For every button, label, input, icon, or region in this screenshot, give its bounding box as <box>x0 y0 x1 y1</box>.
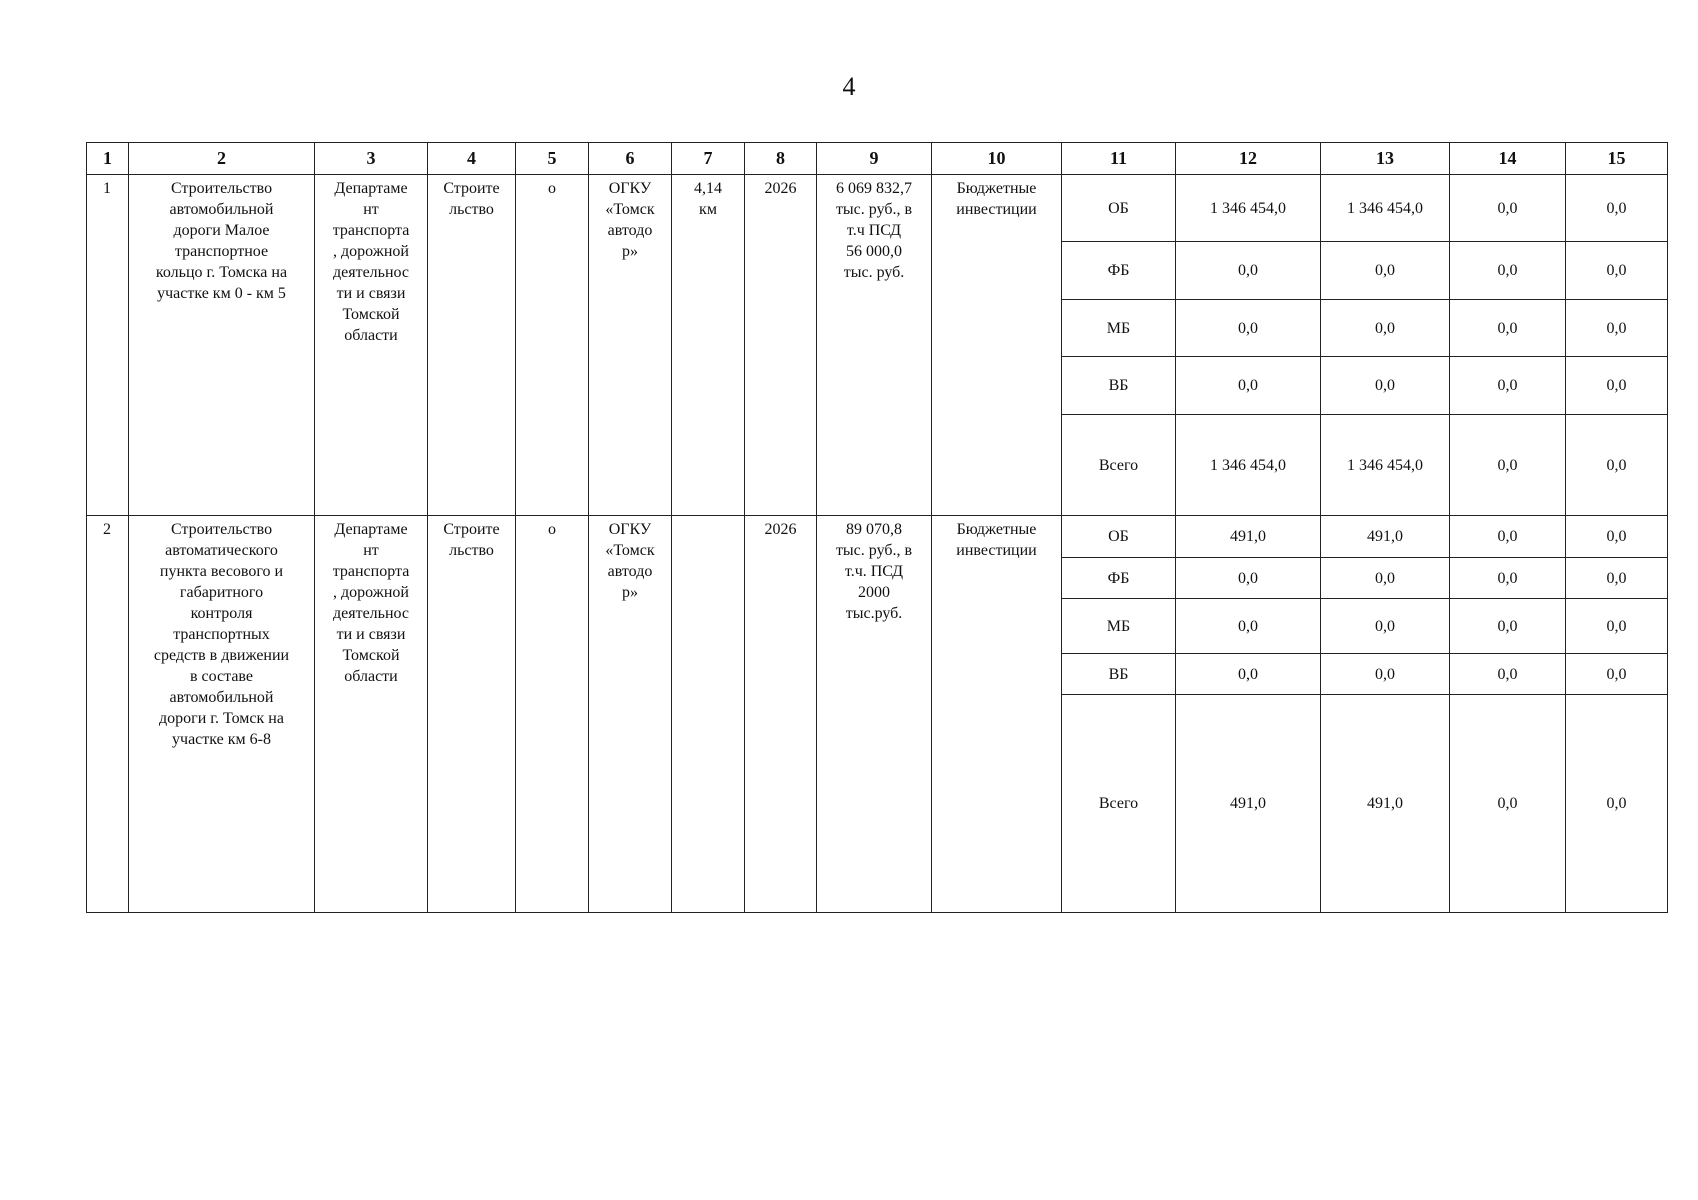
funding-value-cell: 0,0 <box>1176 242 1321 300</box>
funding-value-cell: 0,0 <box>1321 300 1450 357</box>
funding-value-cell: 0,0 <box>1321 558 1450 599</box>
funding-source-cell: МБ <box>1062 300 1176 357</box>
funding-value-cell: 0,0 <box>1321 599 1450 654</box>
funding-value-cell: 1 346 454,0 <box>1321 175 1450 242</box>
department-cell: Департаме нт транспорта , дорожной деятельнос ти и связи Томской области <box>315 516 428 913</box>
col-header-14: 14 <box>1450 143 1566 175</box>
table-row <box>87 516 1668 558</box>
funding-value-cell: 0,0 <box>1566 558 1668 599</box>
col-header-9: 9 <box>817 143 932 175</box>
funding-value-cell: 0,0 <box>1450 695 1566 913</box>
funding-value-cell: 0,0 <box>1321 654 1450 695</box>
funding-value-cell: 0,0 <box>1176 300 1321 357</box>
column-5-cell: о <box>516 175 589 516</box>
funding-value-cell: 491,0 <box>1176 695 1321 913</box>
funding-value-cell: 0,0 <box>1450 242 1566 300</box>
funding-value-cell: 491,0 <box>1321 695 1450 913</box>
col-header-15: 15 <box>1566 143 1668 175</box>
col-header-4: 4 <box>428 143 516 175</box>
year-cell: 2026 <box>745 516 817 913</box>
object-name-cell: Строительство автоматического пункта весового и габаритного контроля транспортных средств в движении в составе автомобильной дороги г. Томск на участке км 6-8 <box>129 516 315 913</box>
col-header-6: 6 <box>589 143 672 175</box>
funding-value-cell: 0,0 <box>1450 357 1566 415</box>
funding-value-cell: 491,0 <box>1321 516 1450 558</box>
funding-value-cell: 0,0 <box>1566 516 1668 558</box>
funding-source-cell: ОБ <box>1062 516 1176 558</box>
customer-cell: ОГКУ «Томск автодо р» <box>589 516 672 913</box>
funding-value-cell: 0,0 <box>1566 357 1668 415</box>
customer-cell: ОГКУ «Томск автодо р» <box>589 175 672 516</box>
funding-value-cell: 1 346 454,0 <box>1176 415 1321 516</box>
funding-value-cell: 0,0 <box>1176 654 1321 695</box>
funding-value-cell: 0,0 <box>1566 300 1668 357</box>
col-header-10: 10 <box>932 143 1062 175</box>
funding-value-cell: 0,0 <box>1566 242 1668 300</box>
year-cell: 2026 <box>745 175 817 516</box>
funding-value-cell: 0,0 <box>1176 558 1321 599</box>
col-header-12: 12 <box>1176 143 1321 175</box>
header-row <box>87 143 1668 175</box>
investment-form-cell: Бюджетные инвестиции <box>932 175 1062 516</box>
capacity-cell: 4,14 км <box>672 175 745 516</box>
work-type-cell: Строите льство <box>428 175 516 516</box>
funding-value-cell: 0,0 <box>1176 357 1321 415</box>
col-header-8: 8 <box>745 143 817 175</box>
investment-form-cell: Бюджетные инвестиции <box>932 516 1062 913</box>
page-number: 4 <box>842 72 856 101</box>
funding-value-cell: 0,0 <box>1566 415 1668 516</box>
funding-source-cell: ВБ <box>1062 654 1176 695</box>
funding-value-cell: 0,0 <box>1450 175 1566 242</box>
funding-source-cell: МБ <box>1062 599 1176 654</box>
col-header-7: 7 <box>672 143 745 175</box>
funding-value-cell: 491,0 <box>1176 516 1321 558</box>
object-name-cell: Строительство автомобильной дороги Малое транспортное кольцо г. Томска на участке км 0 - км 5 <box>129 175 315 516</box>
funding-source-cell: ФБ <box>1062 558 1176 599</box>
funding-source-cell: ФБ <box>1062 242 1176 300</box>
funding-value-cell: 0,0 <box>1321 357 1450 415</box>
funding-source-cell: ВБ <box>1062 357 1176 415</box>
column-5-cell: о <box>516 516 589 913</box>
funding-value-cell: 0,0 <box>1566 599 1668 654</box>
funding-value-cell: 0,0 <box>1450 516 1566 558</box>
row-number-cell: 1 <box>87 175 129 516</box>
col-header-13: 13 <box>1321 143 1450 175</box>
funding-value-cell: 0,0 <box>1450 654 1566 695</box>
funding-value-cell: 0,0 <box>1450 599 1566 654</box>
funding-value-cell: 1 346 454,0 <box>1321 415 1450 516</box>
work-type-cell: Строите льство <box>428 516 516 913</box>
col-header-5: 5 <box>516 143 589 175</box>
col-header-2: 2 <box>129 143 315 175</box>
col-header-11: 11 <box>1062 143 1176 175</box>
funding-value-cell: 0,0 <box>1566 695 1668 913</box>
funding-value-cell: 0,0 <box>1450 558 1566 599</box>
funding-source-cell: Всего <box>1062 695 1176 913</box>
funding-value-cell: 1 346 454,0 <box>1176 175 1321 242</box>
row-number-cell: 2 <box>87 516 129 913</box>
funding-value-cell: 0,0 <box>1450 415 1566 516</box>
investment-table <box>86 142 1668 913</box>
estimated-cost-cell: 6 069 832,7 тыс. руб., в т.ч ПСД 56 000,0 тыс. руб. <box>817 175 932 516</box>
col-header-1: 1 <box>87 143 129 175</box>
funding-value-cell: 0,0 <box>1450 300 1566 357</box>
funding-value-cell: 0,0 <box>1566 654 1668 695</box>
funding-value-cell: 0,0 <box>1321 242 1450 300</box>
capacity-cell <box>672 516 745 913</box>
department-cell: Департаме нт транспорта , дорожной деятельнос ти и связи Томской области <box>315 175 428 516</box>
funding-value-cell: 0,0 <box>1176 599 1321 654</box>
funding-source-cell: ОБ <box>1062 175 1176 242</box>
estimated-cost-cell: 89 070,8 тыс. руб., в т.ч. ПСД 2000 тыс.руб. <box>817 516 932 913</box>
table-row <box>87 175 1668 242</box>
col-header-3: 3 <box>315 143 428 175</box>
funding-source-cell: Всего <box>1062 415 1176 516</box>
funding-value-cell: 0,0 <box>1566 175 1668 242</box>
